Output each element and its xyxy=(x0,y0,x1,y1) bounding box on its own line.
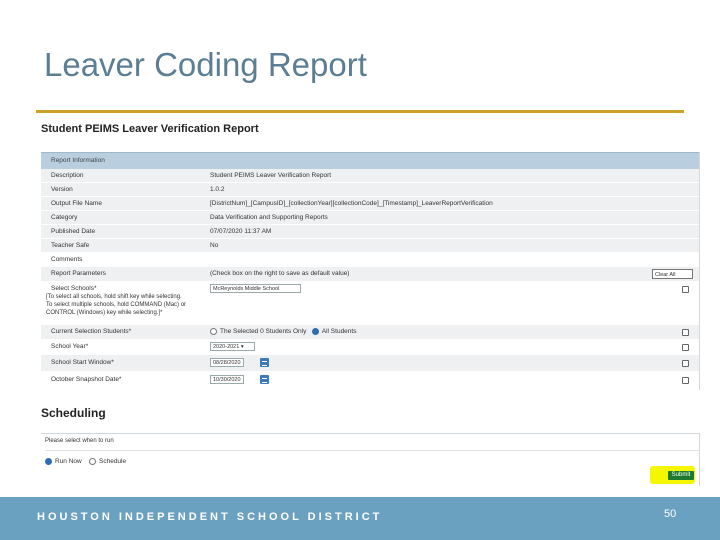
submit-button[interactable]: Submit xyxy=(668,471,694,480)
row-value: Student PEIMS Leaver Verification Report xyxy=(210,172,332,179)
selected-students-radio[interactable] xyxy=(210,328,217,335)
row-comments xyxy=(41,253,699,267)
radio-label: Run Now xyxy=(55,458,82,466)
row-snapshot-date xyxy=(41,372,699,389)
radio-label: Schedule xyxy=(99,458,127,466)
row-parameters xyxy=(41,267,699,282)
row-label: October Snapshot Date* xyxy=(51,376,122,383)
instruction-line: To select multiple schools, hold COMMAND (Mac) or xyxy=(46,302,187,308)
scheduling-heading: Scheduling xyxy=(41,406,106,420)
report-info-header: Report Information xyxy=(41,152,699,169)
row-current-selection xyxy=(41,325,699,340)
save-default-checkbox[interactable] xyxy=(682,286,689,293)
row-label: Comments xyxy=(51,256,83,263)
row-value: [DistrictNum]_[CampusID]_[collectionYear][collectionCode]_[Timestamp]_LeaverReportVerification xyxy=(210,200,493,207)
row-value: (Check box on the right to save as default value) xyxy=(210,270,350,277)
row-label: Current Selection Students* xyxy=(51,328,132,335)
save-default-checkbox[interactable] xyxy=(682,344,689,351)
all-students-radio[interactable] xyxy=(312,328,319,335)
scheduling-prompt: Please select when to run xyxy=(45,438,114,444)
report-heading: Student PEIMS Leaver Verification Report xyxy=(41,123,259,135)
slide-title: Leaver Coding Report xyxy=(44,46,367,83)
title-divider xyxy=(36,110,684,113)
radio-label: All Students xyxy=(321,328,357,335)
page-number: 50 xyxy=(664,508,677,520)
row-select-schools xyxy=(41,282,699,325)
save-default-checkbox[interactable] xyxy=(682,377,689,384)
calendar-icon[interactable] xyxy=(260,375,269,384)
row-label: Published Date xyxy=(51,228,96,235)
default-values-select[interactable]: Clear All xyxy=(652,269,693,279)
save-default-checkbox[interactable] xyxy=(682,360,689,367)
school-select[interactable]: McReynolds Middle School xyxy=(210,284,301,293)
row-label: Report Parameters xyxy=(51,270,106,277)
scheduling-panel xyxy=(41,433,700,486)
row-description xyxy=(41,169,699,183)
radio-label: The Selected 0 Students Only xyxy=(220,328,307,335)
calendar-icon[interactable] xyxy=(260,358,269,367)
chevron-down-icon: ▾ xyxy=(240,344,244,350)
row-published xyxy=(41,225,699,239)
row-label: Teacher Safe xyxy=(51,242,90,249)
row-value: Data Verification and Supporting Reports xyxy=(210,214,328,221)
selection-options xyxy=(210,325,356,339)
row-teacher-safe xyxy=(41,239,699,253)
run-now-option[interactable] xyxy=(45,458,82,465)
row-value: No xyxy=(210,242,219,249)
schedule-radio[interactable] xyxy=(89,458,96,465)
row-label: School Start Window* xyxy=(51,359,114,366)
row-value: 07/07/2020 11:37 AM xyxy=(210,228,272,235)
row-school-start xyxy=(41,355,699,372)
schedule-option[interactable] xyxy=(89,458,126,465)
row-label: Output File Name xyxy=(51,200,102,207)
snapshot-date-input[interactable]: 10/30/2020 xyxy=(210,375,244,384)
footer-bar xyxy=(0,497,720,540)
row-label: Category xyxy=(51,214,78,221)
report-panel xyxy=(41,152,700,390)
run-now-radio[interactable] xyxy=(45,458,52,465)
row-value: 1.0.2 xyxy=(210,186,225,193)
scheduling-divider xyxy=(45,450,699,451)
select-value: 2020-2021 xyxy=(213,344,240,350)
row-label: Description xyxy=(51,172,84,179)
footer-district-name: HOUSTON INDEPENDENT SCHOOL DISTRICT xyxy=(37,511,383,523)
row-label: School Year* xyxy=(51,343,89,350)
school-start-input[interactable]: 08/28/2020 xyxy=(210,358,244,367)
row-label: Select Schools* xyxy=(51,285,97,292)
row-category xyxy=(41,211,699,225)
row-school-year xyxy=(41,340,699,355)
save-default-checkbox[interactable] xyxy=(682,329,689,336)
instruction-line: CONTROL (Windows) key while selecting.]* xyxy=(46,310,163,316)
instruction-line: [To select all schools, hold shift key while selecting. xyxy=(46,294,182,300)
row-label: Version xyxy=(51,186,73,193)
school-year-select[interactable] xyxy=(210,342,255,351)
row-output-file xyxy=(41,197,699,211)
row-version xyxy=(41,183,699,197)
